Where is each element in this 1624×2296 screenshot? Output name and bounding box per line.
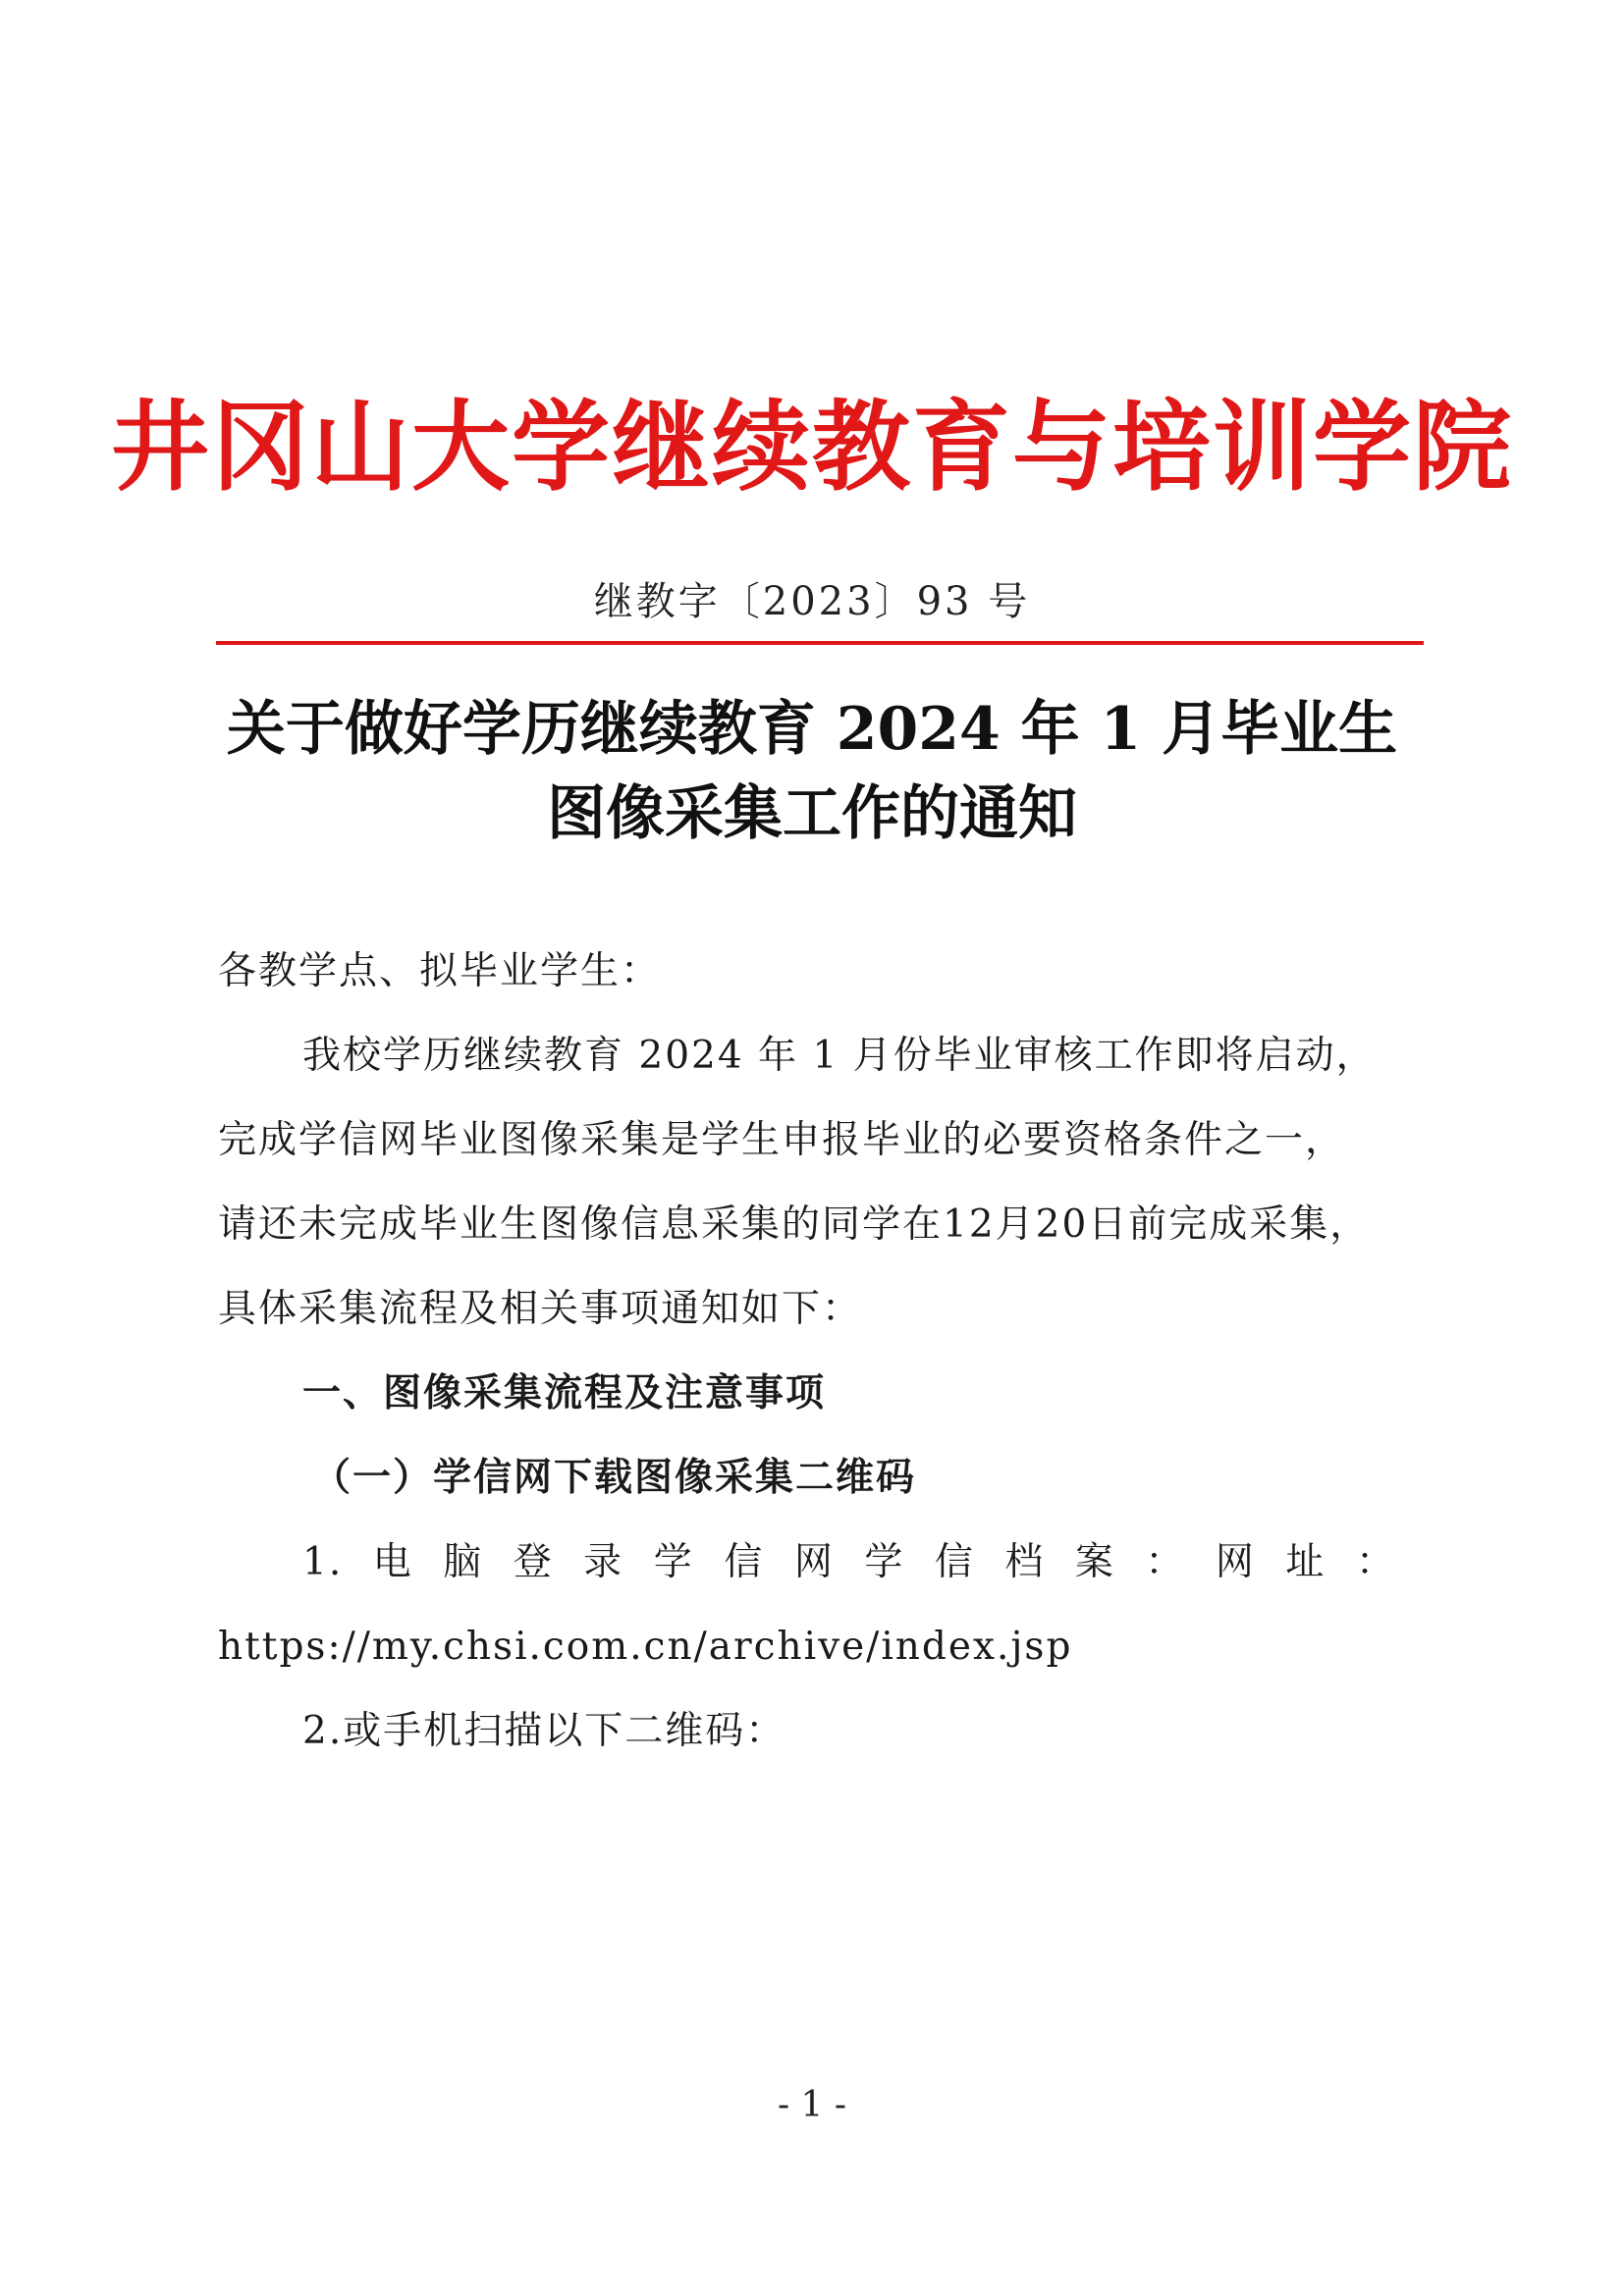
step-1-glyph: 址 (1285, 1540, 1326, 1584)
step-1-glyph: 电 (372, 1540, 413, 1584)
subsection-heading-1: （一）学信网下载图像采集二维码 (312, 1456, 917, 1500)
step-2-line: 2.或手机扫描以下二维码： (302, 1709, 786, 1753)
notice-title-line-1: 关于做好学历继续教育 2024 年 1 月毕业生 (226, 695, 1398, 764)
step-1-glyph: ： (1355, 1540, 1396, 1584)
institution-masthead: 井冈山大学继续教育与培训学院 (111, 389, 1513, 505)
intro-line-1: 我校学历继续教育 2024 年 1 月份毕业审核工作即将启动， (302, 1034, 1377, 1078)
section-heading-1: 一、图像采集流程及注意事项 (302, 1371, 827, 1415)
step-1-glyph: 案 (1074, 1540, 1115, 1584)
step-1-glyph: 学 (864, 1540, 905, 1584)
step-1-glyph: 脑 (443, 1540, 484, 1584)
page-number: - 1 - (777, 2085, 847, 2125)
intro-line-2: 完成学信网毕业图像采集是学生申报毕业的必要资格条件之一， (218, 1118, 1346, 1162)
step-1-glyph: 录 (583, 1540, 624, 1584)
step-1-glyph: ： (1145, 1540, 1186, 1584)
intro-line-4: 具体采集流程及相关事项通知如下： (218, 1287, 863, 1331)
step-1-glyph: 信 (724, 1540, 765, 1584)
intro-line-3: 请还未完成毕业生图像信息采集的同学在12月20日前完成采集， (218, 1202, 1371, 1247)
document-number: 继教字〔2023〕93 号 (593, 579, 1031, 624)
step-1-glyph: 网 (1215, 1540, 1256, 1584)
step-1-glyph: 信 (934, 1540, 975, 1584)
step-1-glyph: 档 (1004, 1540, 1046, 1584)
notice-title (0, 687, 1624, 856)
step-1-line (302, 1521, 1396, 1605)
step-1-glyph: 登 (513, 1540, 554, 1584)
step-1-url[interactable]: https://my.chsi.com.cn/archive/index.jsp (218, 1625, 1073, 1669)
notice-title-line-2: 图像采集工作的通知 (547, 779, 1077, 848)
step-1-glyph: 1. (302, 1540, 344, 1584)
step-1-glyph: 网 (793, 1540, 835, 1584)
salutation: 各教学点、拟毕业学生： (218, 949, 662, 993)
red-divider-line (216, 641, 1424, 645)
step-1-glyph: 学 (653, 1540, 694, 1584)
